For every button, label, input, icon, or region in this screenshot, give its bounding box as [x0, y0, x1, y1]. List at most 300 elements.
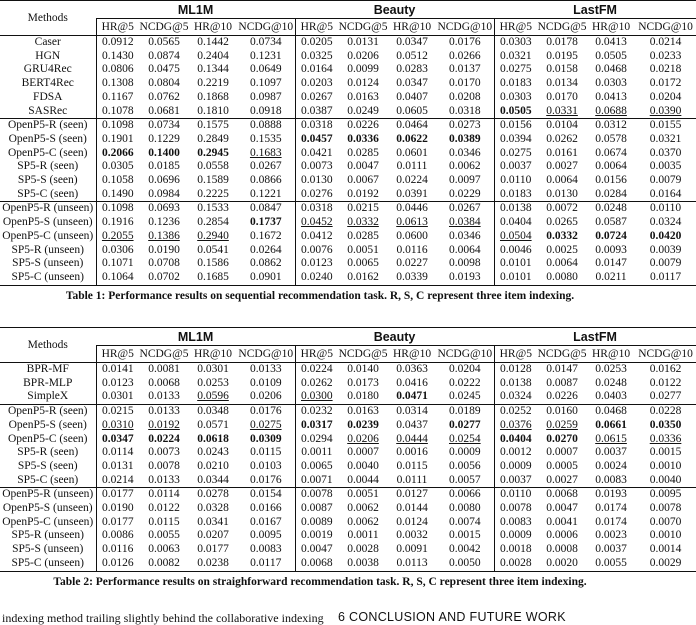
metric-value	[139, 105, 189, 119]
metric-value-text: 0.0622	[396, 132, 428, 145]
metric-value-text: 0.0074	[448, 515, 481, 528]
metric-value	[189, 557, 237, 571]
metric-value	[237, 257, 295, 271]
metric-value	[635, 244, 696, 258]
table-row	[0, 446, 696, 460]
metric-value	[537, 502, 587, 516]
metric-header: HR@10	[592, 348, 631, 360]
metric-value	[635, 516, 696, 530]
metric-value	[494, 363, 537, 377]
method-name: OpenP5-S (seen)	[8, 132, 87, 145]
metric-value	[494, 105, 537, 119]
metric-value	[96, 216, 139, 230]
metric-value	[189, 36, 237, 50]
metric-value	[338, 105, 388, 119]
metric-value	[96, 516, 139, 530]
metric-value-text: 0.1167	[102, 90, 134, 103]
metric-value-text: 0.0057	[448, 473, 481, 486]
metric-value-text: 0.0394	[499, 132, 532, 145]
metric-value	[635, 202, 696, 216]
metric-value-text: 0.0317	[300, 418, 333, 431]
metric-header: NCDG@5	[139, 21, 189, 33]
metric-value	[635, 216, 696, 230]
metric-value-text: 0.0193	[448, 270, 481, 283]
metric-value-text: 0.0089	[300, 515, 333, 528]
metric-value-text: 0.2940	[197, 229, 229, 242]
metric-value-text: 0.0177	[101, 488, 134, 501]
metric-value	[587, 363, 635, 377]
metric-value-text: 0.0211	[595, 270, 627, 283]
metric-value-text: 0.0370	[649, 146, 682, 159]
method-name: BERT4Rec	[21, 77, 74, 90]
metric-value-text: 0.0505	[595, 49, 627, 62]
metric-value-text: 0.0051	[347, 488, 379, 501]
metric-value	[436, 202, 494, 216]
metric-value-text: 0.0734	[249, 36, 282, 48]
metric-value	[537, 216, 587, 230]
metric-value	[96, 202, 139, 216]
metric-value	[388, 188, 436, 202]
metric-value	[189, 50, 237, 64]
metric-value-text: 0.0407	[396, 90, 428, 103]
metric-value-text: 0.0227	[396, 257, 428, 270]
metric-value	[388, 502, 436, 516]
metric-value	[587, 147, 635, 161]
metric-value	[537, 147, 587, 161]
method-name: SP5-C (unseen)	[0, 557, 96, 571]
dataset-header: LastFM	[494, 1, 696, 19]
metric-value	[494, 405, 537, 419]
metric-value	[96, 91, 139, 105]
metric-value	[587, 160, 635, 174]
metric-value	[388, 488, 436, 502]
metric-value	[189, 133, 237, 147]
metric-value-text: 0.0266	[448, 49, 481, 62]
metric-value	[635, 557, 696, 571]
metric-header: NCDG@10	[638, 348, 693, 360]
dataset-header: LastFM	[494, 328, 696, 346]
metric-value-text: 0.0162	[347, 270, 379, 283]
metric-value	[295, 529, 338, 543]
metric-value-text: 0.0912	[101, 36, 134, 48]
metric-value	[587, 474, 635, 488]
metric-value-text: 0.0009	[448, 446, 481, 459]
metric-value-text: 0.0117	[250, 556, 282, 569]
metric-value-text: 0.0350	[649, 418, 682, 431]
metric-value	[635, 50, 696, 64]
metric-value	[635, 119, 696, 133]
methods-header: Methods	[0, 328, 96, 363]
metric-value-text: 0.0565	[148, 36, 180, 48]
metric-value	[96, 446, 139, 460]
table-row	[0, 405, 696, 419]
metric-value	[635, 133, 696, 147]
metric-value-text: 0.0541	[197, 243, 229, 256]
metric-value	[96, 244, 139, 258]
metric-value	[635, 488, 696, 502]
metric-value-text: 0.0253	[595, 363, 627, 375]
metric-value	[635, 174, 696, 188]
metric-value	[139, 230, 189, 244]
metric-value-text: 0.0174	[595, 502, 627, 515]
table-row	[0, 77, 696, 91]
metric-value-text: 0.0233	[649, 49, 682, 62]
metric-value-text: 0.1097	[249, 77, 282, 90]
metric-value	[237, 390, 295, 404]
metric-value-text: 0.0613	[396, 216, 428, 229]
metric-value	[189, 516, 237, 530]
metric-value	[237, 543, 295, 557]
metric-value-text: 0.0806	[101, 63, 134, 76]
metric-value	[587, 419, 635, 433]
metric-value-text: 0.0240	[300, 270, 333, 283]
metric-value-text: 0.0301	[197, 363, 229, 375]
metric-value	[338, 174, 388, 188]
method-name: SP5-C (seen)	[17, 473, 79, 486]
metric-value-text: 0.0117	[649, 270, 682, 283]
metric-value	[338, 77, 388, 91]
metric-value	[587, 271, 635, 285]
metric-value	[96, 230, 139, 244]
metric-value	[494, 230, 537, 244]
metric-value-text: 0.0122	[148, 502, 180, 515]
metric-value-text: 0.0015	[649, 446, 682, 459]
metric-value	[237, 557, 295, 571]
metric-value-text: 0.0558	[197, 160, 229, 173]
metric-value-text: 0.0019	[300, 529, 333, 542]
metric-value	[494, 419, 537, 433]
metric-value-text: 0.0452	[300, 216, 333, 229]
metric-value-text: 0.0083	[595, 473, 627, 486]
metric-value	[338, 119, 388, 133]
metric-value-text: 0.0303	[595, 77, 627, 90]
metric-value-text: 0.0115	[396, 459, 428, 472]
metric-value	[494, 36, 537, 50]
metric-value	[587, 488, 635, 502]
metric-value	[96, 502, 139, 516]
metric-value-text: 0.0170	[448, 77, 481, 90]
metric-value-text: 0.1810	[197, 104, 229, 117]
metric-value	[189, 77, 237, 91]
metric-value-text: 0.0312	[595, 119, 627, 132]
metric-value	[237, 419, 295, 433]
table-row	[0, 119, 696, 133]
metric-value-text: 0.0123	[300, 257, 333, 270]
metric-value-text: 0.1868	[197, 90, 229, 103]
metric-value-text: 0.0471	[396, 390, 428, 403]
metric-value	[295, 50, 338, 64]
metric-value	[587, 77, 635, 91]
metric-value	[587, 105, 635, 119]
metric-value-text: 0.2055	[101, 229, 134, 242]
metric-value-text: 0.0888	[249, 119, 282, 132]
metric-value	[587, 543, 635, 557]
metric-value-text: 0.0918	[249, 104, 282, 117]
metric-value-text: 0.0176	[249, 405, 282, 418]
metric-value	[388, 377, 436, 391]
metric-value-text: 0.0114	[148, 488, 180, 501]
metric-value-text: 0.0162	[649, 363, 682, 375]
metric-value	[635, 390, 696, 404]
metric-value-text: 0.0215	[101, 405, 134, 418]
metric-value-text: 0.0328	[197, 502, 229, 515]
metric-value	[338, 460, 388, 474]
metric-value	[295, 63, 338, 77]
metric-value	[295, 363, 338, 377]
metric-value-text: 0.0347	[396, 36, 428, 48]
metric-header: HR@5	[295, 346, 338, 363]
metric-value	[189, 474, 237, 488]
metric-value	[537, 244, 587, 258]
metric-value-text: 0.0137	[448, 63, 481, 76]
metric-value-text: 0.0346	[448, 146, 481, 159]
metric-value	[587, 433, 635, 447]
metric-value-text: 0.0046	[499, 243, 532, 256]
metric-value-text: 0.0147	[595, 257, 627, 270]
metric-value	[295, 230, 338, 244]
metric-value-text: 0.0067	[347, 174, 379, 187]
metric-value-text: 0.0164	[649, 187, 682, 200]
metric-value	[295, 160, 338, 174]
metric-value-text: 0.0115	[148, 515, 180, 528]
metric-value	[436, 174, 494, 188]
metric-value	[537, 543, 587, 557]
metric-value-text: 0.0249	[347, 104, 379, 117]
metric-value	[338, 405, 388, 419]
metric-value	[388, 160, 436, 174]
table-row	[0, 188, 696, 202]
metric-value-text: 0.0073	[148, 446, 180, 459]
metric-value	[494, 216, 537, 230]
metric-value	[537, 133, 587, 147]
metric-value	[295, 446, 338, 460]
metric-value-text: 0.2066	[101, 146, 134, 159]
metric-value	[436, 377, 494, 391]
metric-value	[494, 174, 537, 188]
method-name: SASRec	[28, 104, 68, 117]
metric-value-text: 0.0122	[649, 376, 682, 389]
metric-value-text: 0.0232	[300, 405, 333, 418]
metric-value	[587, 257, 635, 271]
metric-value	[189, 188, 237, 202]
metric-value-text: 0.0248	[595, 376, 627, 389]
metric-value-text: 0.1535	[249, 132, 282, 145]
metric-value-text: 0.0078	[649, 502, 682, 515]
method-name: FDSA	[33, 90, 63, 103]
metric-value-text: 0.0164	[300, 63, 333, 76]
metric-value-text: 0.0177	[101, 515, 134, 528]
metric-value	[388, 271, 436, 285]
metric-value	[494, 516, 537, 530]
table-1	[0, 0, 693, 302]
metric-value-text: 0.0130	[546, 187, 578, 200]
metric-value	[587, 557, 635, 571]
metric-value-text: 0.0163	[347, 405, 379, 418]
methods-header: Methods	[0, 1, 96, 36]
metric-value	[295, 174, 338, 188]
metric-value	[587, 502, 635, 516]
metric-value-text: 0.0264	[249, 243, 282, 256]
metric-value	[537, 63, 587, 77]
metric-value-text: 0.0008	[546, 543, 578, 556]
metric-value	[436, 557, 494, 571]
metric-value-text: 0.0301	[101, 390, 134, 403]
table-row	[0, 363, 696, 377]
metric-header: HR@10	[393, 21, 432, 33]
metric-value-text: 0.0866	[249, 174, 282, 187]
metric-value	[587, 390, 635, 404]
metric-value-text: 0.0189	[448, 405, 481, 418]
metric-value	[436, 405, 494, 419]
metric-value	[436, 230, 494, 244]
metric-value-text: 0.0114	[102, 446, 134, 459]
method-name: OpenP5-C (seen)	[7, 146, 88, 159]
method-name: SP5-R (unseen)	[11, 243, 84, 256]
metric-value-text: 0.0038	[347, 556, 379, 569]
metric-value	[388, 133, 436, 147]
metric-value	[295, 202, 338, 216]
metric-value-text: 0.0874	[148, 49, 180, 62]
metric-value	[436, 244, 494, 258]
metric-value-text: 0.0215	[347, 202, 379, 215]
metric-value	[587, 119, 635, 133]
metric-value	[494, 119, 537, 133]
metric-value-text: 0.0341	[197, 515, 229, 528]
metric-value-text: 0.0056	[448, 459, 481, 472]
metric-value	[189, 257, 237, 271]
metric-value	[388, 390, 436, 404]
metric-value	[388, 77, 436, 91]
metric-value	[237, 216, 295, 230]
metric-value	[537, 488, 587, 502]
metric-value-text: 0.0180	[347, 390, 379, 403]
metric-value-text: 0.0693	[148, 202, 180, 215]
metric-value-text: 0.0006	[546, 529, 578, 542]
metric-value	[237, 133, 295, 147]
metric-value-text: 0.0103	[249, 459, 282, 472]
metric-value	[587, 188, 635, 202]
metric-value	[537, 50, 587, 64]
metric-value	[139, 216, 189, 230]
metric-value-text: 0.0101	[499, 257, 532, 270]
metric-value-text: 0.0210	[197, 459, 229, 472]
metric-value	[494, 244, 537, 258]
metric-value	[635, 188, 696, 202]
metric-value-text: 0.0587	[595, 216, 627, 229]
metric-value-text: 0.0702	[148, 270, 180, 283]
metric-value	[436, 460, 494, 474]
metric-value	[237, 488, 295, 502]
metric-value	[295, 244, 338, 258]
metric-value	[96, 529, 139, 543]
metric-value-text: 0.0512	[396, 49, 428, 62]
metric-value	[189, 543, 237, 557]
metric-value	[96, 257, 139, 271]
metric-value	[436, 50, 494, 64]
metric-value-text: 0.0310	[101, 418, 134, 431]
metric-value	[587, 460, 635, 474]
metric-value	[338, 433, 388, 447]
metric-value	[139, 433, 189, 447]
metric-value-text: 0.0066	[448, 488, 481, 501]
metric-value	[189, 160, 237, 174]
metric-value-text: 0.0047	[347, 160, 379, 173]
metric-value-text: 0.0305	[101, 160, 134, 173]
metric-value-text: 0.0007	[546, 446, 578, 459]
method-name: SimpleX	[27, 390, 69, 403]
metric-value-text: 0.0696	[148, 174, 180, 187]
metric-value	[96, 105, 139, 119]
metric-value	[295, 257, 338, 271]
metric-value	[295, 91, 338, 105]
metric-value	[388, 36, 436, 50]
metric-value	[388, 105, 436, 119]
metric-value	[388, 202, 436, 216]
metric-value	[388, 474, 436, 488]
metric-value-text: 0.0156	[499, 119, 532, 132]
metric-value	[494, 557, 537, 571]
metric-value	[96, 77, 139, 91]
metric-value	[635, 433, 696, 447]
metric-value	[587, 516, 635, 530]
metric-value-text: 0.0073	[300, 160, 333, 173]
metric-value-text: 0.0011	[347, 529, 379, 542]
metric-value-text: 0.0206	[347, 49, 379, 62]
metric-value	[494, 377, 537, 391]
metric-value	[436, 363, 494, 377]
metric-value	[537, 119, 587, 133]
metric-value-text: 0.0040	[347, 459, 379, 472]
metric-value-text: 0.0113	[396, 556, 428, 569]
metric-value-text: 0.0984	[148, 187, 180, 200]
metric-value-text: 0.0384	[448, 216, 481, 229]
metric-value	[338, 50, 388, 64]
metric-value-text: 0.1901	[101, 132, 134, 145]
metric-value-text: 0.0283	[396, 63, 428, 76]
metric-value-text: 0.0076	[300, 243, 333, 256]
metric-value	[388, 460, 436, 474]
metric-value	[139, 160, 189, 174]
table-row	[0, 529, 696, 543]
metric-value	[237, 502, 295, 516]
metric-value	[295, 433, 338, 447]
metric-value	[139, 50, 189, 64]
metric-value	[295, 460, 338, 474]
metric-value	[139, 63, 189, 77]
metric-value-text: 0.0140	[347, 363, 379, 375]
method-name: SP5-S (unseen)	[12, 257, 84, 270]
metric-value-text: 0.0116	[102, 543, 134, 556]
metric-value	[189, 529, 237, 543]
metric-value	[436, 133, 494, 147]
metric-value-text: 0.1229	[148, 132, 180, 145]
metric-value-text: 0.0095	[249, 529, 282, 542]
metric-value-text: 0.0138	[499, 202, 532, 215]
metric-value-text: 0.0138	[499, 376, 532, 389]
metric-value-text: 0.1400	[148, 146, 180, 159]
metric-value	[96, 271, 139, 285]
metric-value	[96, 543, 139, 557]
metric-value	[587, 405, 635, 419]
metric-value	[237, 529, 295, 543]
metric-value-text: 0.0285	[347, 229, 379, 242]
metric-value-text: 0.0183	[499, 77, 532, 90]
metric-value-text: 0.0324	[499, 390, 532, 403]
metric-value	[189, 363, 237, 377]
metric-header: HR@10	[592, 21, 631, 33]
metric-value	[338, 91, 388, 105]
metric-value-text: 0.0318	[300, 202, 333, 215]
